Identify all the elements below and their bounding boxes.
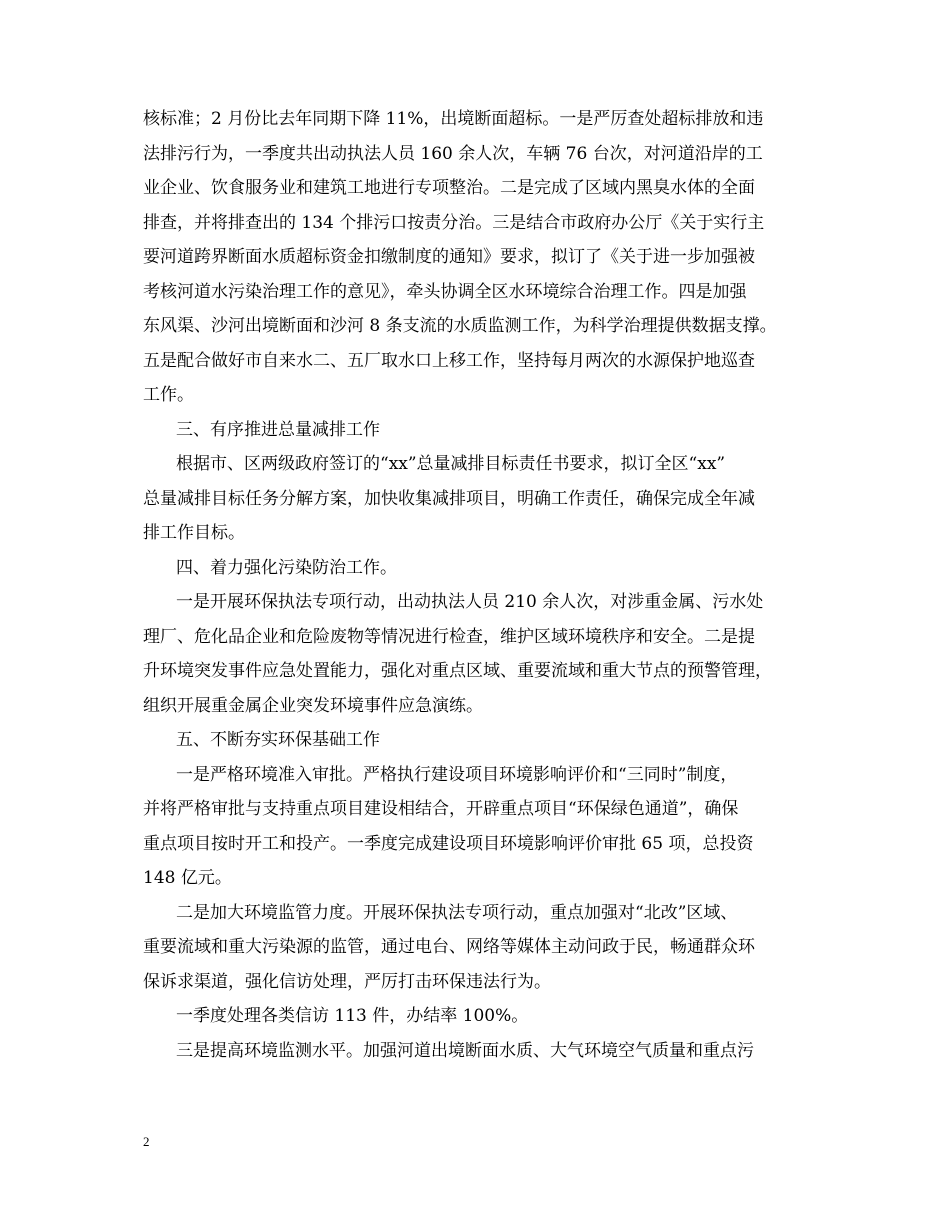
text-line: 理厂、危化品企业和危险废物等情况进行检查，维护区域环境秩序和安全。二是提: [143, 626, 755, 647]
text-line: 要河道跨界断面水质超标资金扣缴制度的通知》要求，拟订了《关于进一步加强被: [143, 247, 755, 267]
text-line: 排查，并将排查出的 134 个排污口按责分治。三是结合市政府办公厅《关于实行主: [143, 212, 765, 233]
text-line: 法排污行为，一季度共出动执法人员 160 余人次，车辆 76 台次，对河道沿岸的工: [143, 143, 763, 164]
section-heading: 五、不断夯实环保基础工作: [176, 730, 380, 750]
text-line: 三是提高环境监测水平。加强河道出境断面水质、大气环境空气质量和重点污: [176, 1040, 754, 1061]
text-line: 一是开展环保执法专项行动，出动执法人员 210 余人次，对涉重金属、污水处: [176, 592, 764, 612]
text-line: 148 亿元。: [143, 868, 232, 888]
text-line: 东风渠、沙河出境断面和沙河 8 条支流的水质监测工作，为科学治理提供数据支撑。: [143, 316, 777, 336]
text-line: 工作。: [143, 385, 194, 405]
text-line: 一是严格环境准入审批。严格执行建设项目环境影响评价和“三同时”制度，: [176, 764, 738, 785]
page-number: 2: [143, 1134, 150, 1149]
text-line: 总量减排目标任务分解方案，加快收集减排项目，明确工作责任，确保完成全年减: [143, 488, 755, 509]
text-line: 重点项目按时开工和投产。一季度完成建设项目环境影响评价审批 65 项，总投资: [143, 833, 754, 854]
text-line: 组织开展重金属企业突发环境事件应急演练。: [143, 695, 483, 716]
text-line: 考核河道水污染治理工作的意见》，牵头协调全区水环境综合治理工作。四是加强: [143, 281, 747, 302]
section-heading: 四、着力强化污染防治工作。: [176, 557, 397, 578]
text-line: 核标准；2 月份比去年同期下降 11%，出境断面超标。一是严厉查处超标排放和违: [143, 109, 764, 129]
text-line: 根据市、区两级政府签订的“xx”总量减排目标责任书要求，拟订全区“xx”: [176, 454, 726, 474]
text-line: 重要流域和重大污染源的监管，通过电台、网络等媒体主动问政于民，畅通群众环: [143, 937, 755, 957]
section-heading: 三、有序推进总量减排工作: [176, 419, 380, 440]
text-line: 五是配合做好市自来水二、五厂取水口上移工作，坚持每月两次的水源保护地巡查: [143, 350, 755, 371]
text-line: 保诉求渠道，强化信访处理，严厉打击环保违法行为。: [143, 971, 551, 992]
text-line: 升环境突发事件应急处置能力，强化对重点区域、重要流域和重大节点的预警管理，: [143, 661, 772, 681]
text-line: 二是加大环境监管力度。开展环保执法专项行动，重点加强对“北改”区域、: [176, 902, 738, 923]
document-body: [143, 102, 823, 1068]
text-line: 业企业、饮食服务业和建筑工地进行专项整治。二是完成了区域内黑臭水体的全面: [143, 178, 755, 198]
text-line: 并将严格审批与支持重点项目建设相结合，开辟重点项目“环保绿色通道”，确保: [143, 799, 739, 819]
text-line: 一季度处理各类信访 113 件，办结率 100%。: [176, 1006, 529, 1026]
text-line: 排工作目标。: [143, 523, 245, 543]
